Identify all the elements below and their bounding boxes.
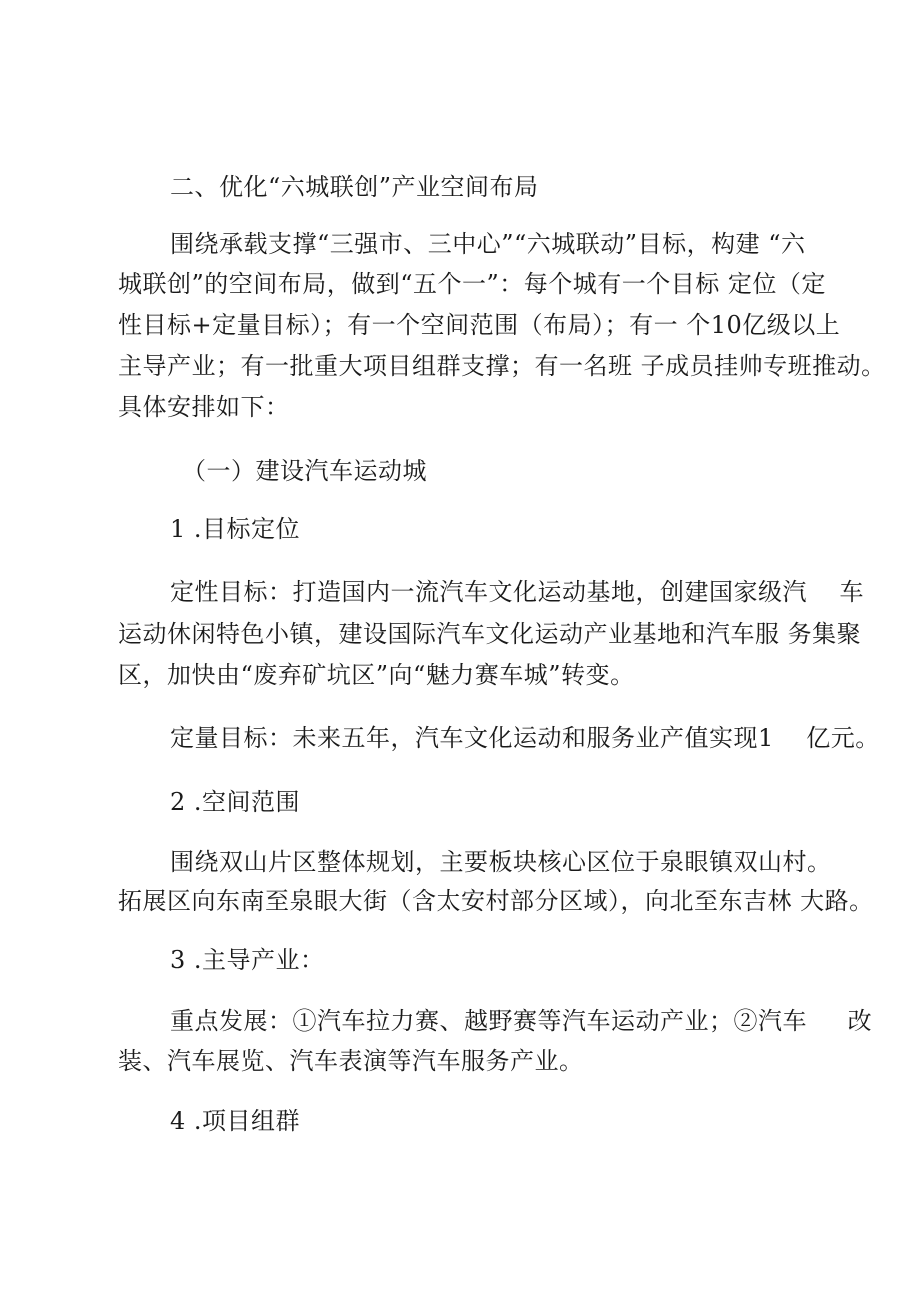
intro-line-3: 性目标+定量目标）；有一个空间范围（布局）；有一 个10亿级以上 (118, 311, 841, 339)
item-heading-scope: 2 .空间范围 (170, 788, 301, 816)
item-heading-projects: 4 .项目组群 (170, 1107, 301, 1135)
section-title: 二、优化“六城联创”产业空间布局 (170, 173, 539, 201)
intro-line-2: 城联创”的空间布局，做到“五个一”：每个城有一个目标 定位（定 (118, 270, 826, 298)
item-heading-target: 1 .目标定位 (170, 515, 301, 543)
subsection-title: （一）建设汽车运动城 (182, 457, 427, 485)
intro-line-5: 具体安排如下： (118, 393, 290, 421)
development-line-1: 重点发展：①汽车拉力赛、越野赛等汽车运动产业；②汽车 改 (170, 1007, 873, 1035)
intro-line-1: 围绕承载支撑“三强市、三中心”“六城联动”目标，构建 “六 (170, 230, 806, 258)
quantitative-target: 定量目标：未来五年，汽车文化运动和服务业产值实现1 亿元。 (170, 724, 880, 752)
scope-line-1: 围绕双山片区整体规划，主要板块核心区位于泉眼镇双山村。 (170, 848, 832, 876)
development-line-2: 装、汽车展览、汽车表演等汽车服务产业。 (118, 1047, 584, 1075)
qualitative-line-1: 定性目标：打造国内一流汽车文化运动基地，创建国家级汽 车 (170, 578, 865, 606)
item-heading-industry: 3 .主导产业： (170, 946, 325, 974)
qualitative-line-3: 区，加快由“废弃矿坑区”向“魅力赛车城”转变。 (118, 661, 635, 689)
scope-line-2: 拓展区向东南至泉眼大街（含太安村部分区域），向北至东吉林 大路。 (118, 887, 874, 915)
qualitative-line-2: 运动休闲特色小镇，建设国际汽车文化运动产业基地和汽车服 务集聚 (118, 620, 862, 648)
intro-line-4: 主导产业；有一批重大项目组群支撑；有一名班 子成员挂帅专班推动。 (118, 352, 886, 380)
